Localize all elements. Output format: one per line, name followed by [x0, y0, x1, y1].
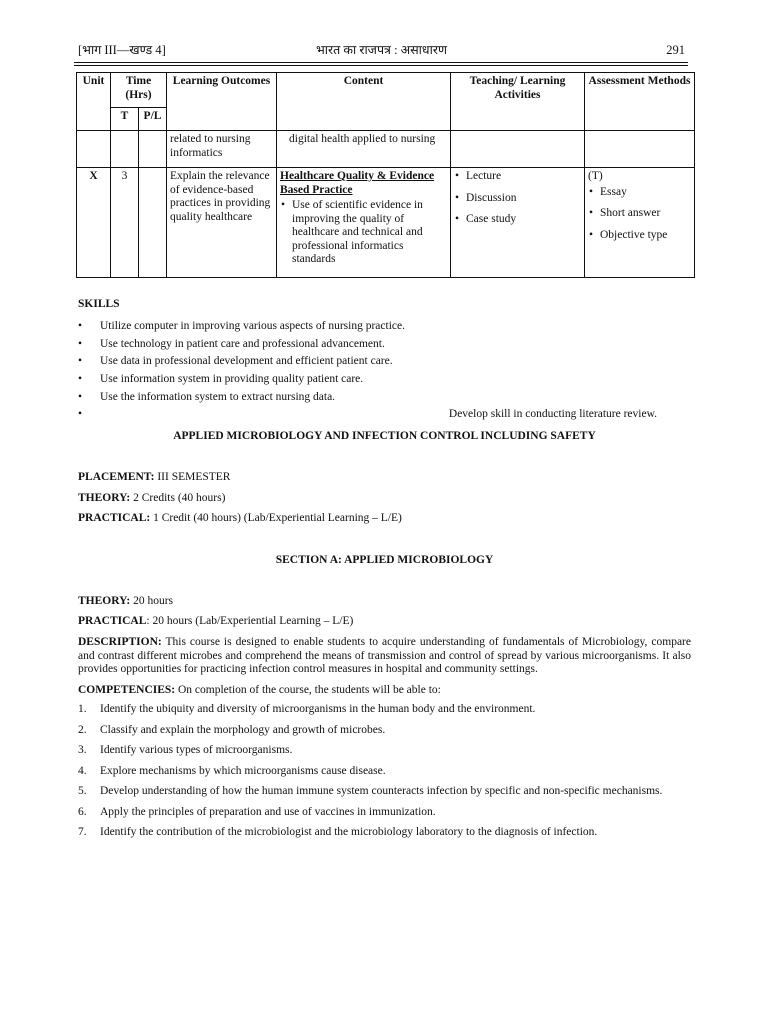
header-teaching-activities: Teaching/ Learning Activities	[451, 73, 585, 131]
skill-item: • Use information system in providing quality patient care.	[78, 373, 691, 391]
header-gazette-title: भारत का राजपत्र : असाधारण	[315, 43, 447, 57]
skill-item: • Develop skill in conducting literature review.	[78, 408, 691, 426]
skill-item: • Utilize computer in improving various aspects of nursing practice.	[78, 320, 691, 338]
header-assessment-methods: Assessment Methods	[585, 73, 695, 131]
cell-content: digital health applied to nursing	[277, 131, 451, 168]
header-time: Time (Hrs)	[111, 73, 167, 108]
placement-value: III SEMESTER	[157, 471, 231, 483]
competencies-label: COMPETENCIES:	[78, 684, 176, 696]
header-unit: Unit	[77, 73, 111, 131]
course-title: APPLIED MICROBIOLOGY AND INFECTION CONTROL INCLUDING SAFETY	[173, 430, 596, 442]
curriculum-table	[76, 72, 695, 278]
content-heading: Healthcare Quality & Evidence Based Practice	[280, 170, 435, 196]
running-header	[78, 43, 685, 59]
cell-assessment	[585, 168, 695, 278]
section-a-title: SECTION A: APPLIED MICROBIOLOGY	[275, 554, 494, 566]
cell-t	[111, 131, 139, 168]
practical-label: PRACTICAL:	[78, 512, 151, 524]
competencies-list	[78, 703, 691, 847]
cell-assessment	[585, 131, 695, 168]
list-item: 1. Identify the ubiquity and diversity of microorganisms in the human body and the environment.	[78, 703, 536, 715]
section-practical-line	[78, 615, 691, 629]
cell-unit	[77, 131, 111, 168]
cell-learning-outcomes: Explain the relevance of evidence-based practices in providing quality healthcare	[167, 168, 277, 278]
table-row	[77, 131, 695, 168]
skills-heading: SKILLS	[78, 298, 120, 310]
skill-item: • Use data in professional development and efficient patient care.	[78, 355, 691, 373]
page-number: 291	[666, 43, 685, 57]
list-item: 3. Identify various types of microorganisms.	[78, 744, 293, 757]
theory-label: THEORY:	[78, 492, 131, 504]
header-content: Content	[277, 73, 451, 131]
cell-activities	[451, 168, 585, 278]
list-item: 2. Classify and explain the morphology and growth of microbes.	[78, 723, 386, 736]
table-row	[77, 168, 695, 278]
list-item: 7. Identify the contribution of the microbiologist and the microbiology laboratory to the diagnosis of infection.	[78, 826, 598, 839]
header-rule-top	[74, 62, 688, 63]
section-practical-label: PRACTICAL	[78, 615, 147, 627]
cell-pl	[139, 131, 167, 168]
assessment-item: • Objective type	[600, 229, 691, 243]
cell-content	[277, 168, 451, 278]
section-theory-label: THEORY:	[78, 595, 131, 607]
assessment-label: (T)	[588, 170, 603, 182]
practical-value: 1 Credit (40 hours) (Lab/Experiential Learning – L/E)	[153, 512, 402, 524]
cell-learning-outcomes: related to nursing informatics	[167, 131, 277, 168]
list-item: 4. Explore mechanisms by which microorganisms cause disease.	[78, 764, 386, 777]
header-learning-outcomes: Learning Outcomes	[167, 73, 277, 131]
skill-item: • Use technology in patient care and professional advancement.	[78, 338, 691, 356]
competencies-line	[78, 684, 691, 698]
description-label: DESCRIPTION:	[78, 636, 162, 648]
placement-label: PLACEMENT:	[78, 471, 155, 483]
activity-item: • Case study	[466, 213, 581, 227]
description-paragraph	[78, 636, 691, 677]
header-t: T	[111, 108, 139, 131]
theory-value: 2 Credits (40 hours)	[133, 492, 226, 504]
cell-pl	[139, 168, 167, 278]
activity-item: • Discussion	[466, 192, 581, 206]
practical-line	[78, 512, 691, 526]
assessment-item: • Essay	[600, 186, 691, 200]
cell-activities	[451, 131, 585, 168]
description-text: This course is designed to enable students to acquire understanding of fundamentals of Microbiology, compare and contrast different microbes and comprehend the means of transmission and control of spread by various microorganisms. It also provides opportunities for practicing infection control measures in hospital and community settings.	[78, 636, 691, 676]
list-item: 5. Develop understanding of how the human immune system counteracts infection by specific and non-specific mechanisms.	[78, 785, 663, 798]
cell-t: 3	[111, 168, 139, 278]
header-pl: P/L	[139, 108, 167, 131]
cell-unit: X	[77, 168, 111, 278]
content-bullet: • Use of scientific evidence in improving the quality of healthcare and technical and professional informatics standards	[292, 199, 447, 267]
skills-list	[78, 320, 691, 426]
list-item: 6. Apply the principles of preparation and use of vaccines in immunization.	[78, 805, 436, 818]
competencies-intro: On completion of the course, the students will be able to:	[178, 684, 441, 696]
placement-line	[78, 471, 691, 485]
header-part-section: [भाग III—खण्ड 4]	[78, 43, 166, 57]
skill-item: • Use the information system to extract nursing data.	[78, 391, 691, 409]
assessment-item: • Short answer	[600, 207, 691, 221]
activity-item: • Lecture	[466, 170, 581, 184]
section-theory-value: 20 hours	[133, 595, 174, 607]
section-theory-line	[78, 595, 691, 609]
header-rule-bottom	[74, 65, 688, 66]
section-practical-value: : 20 hours (Lab/Experiential Learning – L/E)	[146, 615, 354, 627]
theory-line	[78, 492, 691, 506]
